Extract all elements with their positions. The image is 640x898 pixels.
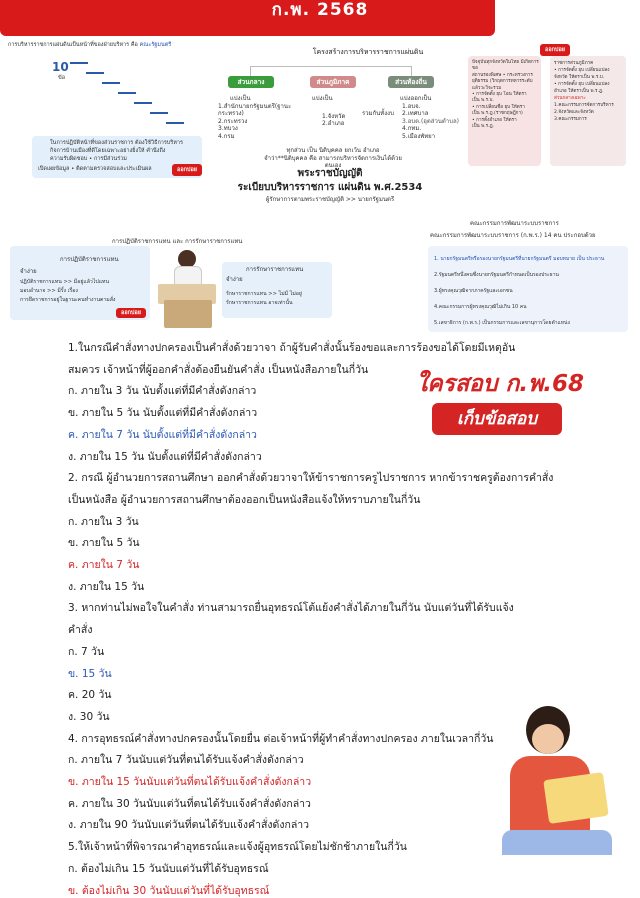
stairs-caption-text: การบริหารราชการแผ่นดินเป็นหน้าที่ของฝ่ายบริหาร คือ xyxy=(8,42,138,48)
question-line: ค. ภายใน 7 วัน xyxy=(68,559,140,571)
local-line: 3.อบต.(อุตส่วนตำบล) xyxy=(402,117,460,125)
question-line: 3. หากท่านไม่พอใจในคำสั่ง ท่านสามารถยื่นอุทธรณ์โต้แย้งคำสั่งได้ภายในกี่วัน นับแต่วันที่ได้รับแจ้ง xyxy=(68,602,514,615)
governance-line-3: ความรับผิดชอบ • การมีส่วนร่วม xyxy=(50,156,127,162)
rp-line: • การจัดตั้ง ยุบ เปลี่ยนแปลง xyxy=(554,82,610,87)
acting-line: มอบอำนาจ >> มีรั้ง เรื่อง xyxy=(20,288,78,294)
committee-lines xyxy=(434,251,624,331)
committee-line: 5.เลขาธิการ (ก.พ.ร.) เป็นกรรมการและเลขานุการโดยตำแหน่ง xyxy=(434,320,570,326)
question-line: ข. ภายใน 5 วัน xyxy=(68,537,140,550)
rp-line: ปัจจุบันทุกจังหวัดในไทย มีเกิดการขอ xyxy=(472,60,539,72)
stairs-graphic xyxy=(60,56,200,136)
governance-line-4: เปิดเผยข้อมูล • ติดตามตรวจสอบและประเมินผล xyxy=(38,166,152,172)
question-line: คำสั่ง xyxy=(68,624,93,637)
committee-line: 3.ผู้ทรงคุณวุฒิจากภาครัฐและเอกชน xyxy=(434,288,513,294)
question-line: ง. ภายใน 90 วันนับแต่วันที่ตนได้รับแจ้งคำสั่งดังกล่าว xyxy=(68,819,310,832)
rp-line: • การเปลี่ยนชื่อ ยุบ ให้ตรา xyxy=(472,104,525,110)
reading-person-illustration xyxy=(492,706,632,855)
act-title-1: พระราชบัญญัติ xyxy=(297,168,363,179)
question-line: ก. 7 วัน xyxy=(68,645,105,658)
central-line: 4.กรม xyxy=(218,132,235,140)
rp-line: สถานรองพิเศษ • กระทรวงการ xyxy=(472,72,533,78)
acting-right-sub: จำง่าย xyxy=(226,276,243,283)
regional-line: 2.อำเภอ xyxy=(322,120,345,127)
structure-title: โครงสร้างการบริหารราชการแผ่นดิน xyxy=(312,48,424,56)
rp-line: 2.จังหวัดและจังหวัด xyxy=(554,110,594,115)
local-line: 1.อบจ. xyxy=(402,102,421,110)
governance-line-1: ในการปฏิบัติหน้าที่ของส่วนราชการ ต้องใช้วิธีการบริหาร xyxy=(50,140,183,146)
question-line: ก. ต้องไม่เกิน 15 วันนับแต่วันที่ได้รับอุทธรณ์ xyxy=(68,862,269,875)
regional-line: แบ่งเป็น xyxy=(312,95,333,102)
acting-right-lines xyxy=(226,290,302,308)
central-line: 3.ทบวง xyxy=(218,125,238,132)
question-line: ก. ภายใน 3 วัน xyxy=(68,515,139,528)
rp-line: 1.คณะกรรมการจัดการบริหาร xyxy=(554,103,614,108)
regional-line: 1.จังหวัด xyxy=(322,112,346,120)
local-list xyxy=(400,95,460,140)
committee-title: คณะกรรมการพัฒนาระบบราชการ xyxy=(470,220,559,227)
acting-line: รักษาราชการแทน อาจเท่านั้น xyxy=(226,300,293,306)
act-title-2: ระเบียบบริหารราชการ แผ่นดิน พ.ศ.2534 xyxy=(237,182,423,193)
promo-title: ใครสอบ ก.พ.68 xyxy=(416,371,584,397)
governance-badge: ออกบ่อย xyxy=(172,164,202,176)
stairs-caption-highlight: คณะรัฐมนตรี xyxy=(139,42,172,48)
central-label: ส่วนกลาง xyxy=(228,76,274,88)
footnote-line: ทุกส่วน เป็น นิติบุคคล ยกเว้น อำเภอ xyxy=(286,147,380,154)
central-line: 2.กระทรวง xyxy=(218,117,248,125)
rp-line: ส่วนกลางเฉพาะ xyxy=(554,96,586,101)
right-panel-left-lines xyxy=(472,60,540,130)
rp-line: ราชการส่วนภูมิภาค xyxy=(554,61,594,66)
footnote-line: จำว่า**นิติบุคคล คือ สามารถบริหารจัดการเงินได้ด้วยตนเอง xyxy=(264,154,402,169)
question-line: ก. ภายใน 7 วันนับแต่วันที่ตนได้รับแจ้งคำสั่งดังกล่าว xyxy=(68,754,304,767)
rp-line: • การจัดตั้ง ยุบ เปลี่ยนแปลง xyxy=(554,68,610,73)
header-title: ก.พ. 2568 xyxy=(271,0,369,20)
rp-line: • การตั้งอำเภอ ให้ตรา xyxy=(472,117,517,123)
question-line: ข. 15 วัน xyxy=(68,667,112,680)
question-line: ก. ภายใน 3 วัน นับตั้งแต่ที่มีคำสั่งดังกล่าว xyxy=(68,385,257,398)
stairs-number: 10 xyxy=(52,60,69,74)
question-line: 1.ในกรณีคำสั่งทางปกครองเป็นคำสั่งด้วยวาจา ถ้าผู้รับคำสั่งนั้นร้องขอและการร้องขอได้โดยมีเหตุอัน xyxy=(68,342,516,354)
regional-label: ส่วนภูมิภาค xyxy=(310,76,356,88)
acting-right-header: การรักษาราชการแทน xyxy=(246,266,304,273)
acting-right-box xyxy=(222,262,332,318)
question-line: ข. ต้องไม่เกิน 30 วันนับแต่วันที่ได้รับอุทธรณ์ xyxy=(68,884,270,897)
question-line: ค. ภายใน 7 วัน นับตั้งแต่ที่มีคำสั่งดังกล่าว xyxy=(68,428,257,441)
central-list xyxy=(218,95,308,140)
stairs-caption xyxy=(8,42,238,49)
right-panel-left xyxy=(468,56,541,166)
question-line: ข. ภายใน 5 วัน นับตั้งแต่ที่มีคำสั่งดังกล่าว xyxy=(68,407,258,420)
acting-line: การยึดราชการอยู่ในฐานะคนทำงานตามสั่ง xyxy=(20,297,116,303)
acting-left-lines xyxy=(20,278,115,305)
stairs-unit: ข้อ xyxy=(58,75,66,81)
acting-left-sub: จำง่าย xyxy=(20,268,37,275)
right-panel-badge: ออกบ่อย xyxy=(540,44,570,56)
study-person-illustration xyxy=(150,248,220,332)
rp-line: เป็น พ.ร.บ. xyxy=(472,98,494,104)
header-banner xyxy=(0,0,495,36)
question-line: เป็นหนังสือ ผู้อำนวยการสถานศึกษาต้องออกเป็นหนังสือแจ้งให้ทราบภายในกี่วัน xyxy=(68,493,421,506)
local-label: ส่วนท้องถิ่น xyxy=(388,76,434,88)
acting-left-badge: ออกบ่อย xyxy=(116,308,146,318)
committee-line: 2.รัฐมนตรีหนึ่งคนซึ่งนายกรัฐมนตรีกำหนดเป็นรองประธาน xyxy=(434,272,559,278)
local-line: แบ่งออกเป็น xyxy=(400,95,432,102)
question-line: ง. ภายใน 15 วัน xyxy=(68,580,145,593)
right-panel-right-lines xyxy=(554,60,626,123)
question-line: ง. ภายใน 15 วัน นับตั้งแต่ที่มีคำสั่งดังกล่าว xyxy=(68,450,262,463)
rp-line: 3.คณะกรรมการ xyxy=(554,117,587,122)
central-line: แบ่งเป็น xyxy=(230,95,251,102)
rp-line: เป็น พ.ร.ฎ.(ราชกฤษฎีกา) xyxy=(472,111,523,117)
promo-button: เก็บข้อสอบ xyxy=(432,403,562,435)
governance-line-2: กิจการบ้านเมืองที่ดีโดยเฉพาะอย่างยิ่งให้ คำนึงถึง xyxy=(50,148,166,154)
question-line: 4. การอุทธรณ์คำสั่งทางปกครองนั้นโดยยื่น ต่อเจ้าหน้าที่ผู้ทำคำสั่งทางปกครอง ภายในเวลากี่วัน xyxy=(68,732,494,745)
rp-line: จังหวัด ให้ตราเป็น พ.ร.บ. xyxy=(554,75,605,80)
rp-line: เป็น พ.ร.ฎ. xyxy=(472,124,495,130)
act-subtitle: ผู้รักษาการตามพระราชบัญญัติ >> นายกรัฐมนตรี xyxy=(265,196,395,203)
rp-line: • การจัดตั้ง ยุบ โอน ให้ตรา xyxy=(472,92,527,98)
acting-line: รักษาราชการแทน >> ไม่มี ไม่อยู่ xyxy=(226,291,302,297)
committee-subtitle: คณะกรรมการพัฒนาระบบราชการ (ก.พ.ร.) 14 คน ประกอบด้วย xyxy=(430,232,596,239)
committee-line: 1. นายกรัฐมนตรีหรือรองนายกรัฐมนตรีที่นายกรัฐมนตรี มอบหมาย เป็น ประธาน xyxy=(434,256,605,262)
acting-left-header: การปฏิบัติราชการแทน xyxy=(60,256,119,263)
question-line: ค. 20 วัน xyxy=(68,689,112,702)
right-panel-right xyxy=(550,56,626,166)
rp-line: อำเภอ ให้ตราเป็น พ.ร.ฎ. xyxy=(554,89,604,94)
question-line: 2. กรณี ผู้อำนวยการสถานศึกษา ออกคำสั่งด้วยวาจาให้ข้าราชการครูไปราชการ หากข้าราชครูต้องการคำสั่ง xyxy=(68,472,554,485)
question-line: สมควร เจ้าหน้าที่ผู้ออกคำสั่งต้องยืนยันคำสั่ง เป็นหนังสือภายในกี่วัน xyxy=(68,363,369,376)
central-line: 1.สำนักนายกรัฐมนตรี(ฐานะกระทรวง) xyxy=(218,102,292,117)
structure-right-label: รวมกันทั้งงบ xyxy=(362,110,394,117)
question-line: ค. ภายใน 30 วันนับแต่วันที่ตนได้รับแจ้งคำสั่งดังกล่าว xyxy=(68,797,311,810)
governance-box xyxy=(32,136,202,178)
local-line: 2.เทศบาล xyxy=(402,110,429,117)
acting-left-box xyxy=(10,246,150,320)
local-line: 5.เมืองพัทยา xyxy=(402,132,436,140)
committee-line: 4.คณะกรรมการผู้ทรงคุณวุฒิไม่เกิน 10 คน xyxy=(434,304,527,310)
question-line: ข. ภายใน 15 วันนับแต่วันที่ตนได้รับแจ้งคำสั่งดังกล่าว xyxy=(68,776,312,788)
local-line: 4.กทม. xyxy=(402,125,422,132)
question-line: ง. 30 วัน xyxy=(68,710,110,723)
rp-line: ยุติธรรม (วิกฤตการทหารระดับ xyxy=(472,79,533,85)
acting-line: ปฏิบัติราชการแทน >> มีอยู่แล้วไปแทน xyxy=(20,279,110,285)
committee-box xyxy=(428,246,628,332)
question-line: 5.ให้เจ้าหน้าที่พิจารณาคำอุทธรณ์และแจ้งผู้อุทธรณ์โดยไม่ชักช้าภายในกี่วัน xyxy=(68,841,407,854)
rp-line: แล้ววะวิจะรวม xyxy=(472,85,502,91)
acting-title: การปฏิบัติราชการแทน และ การรักษาราชการแทน xyxy=(112,238,243,245)
